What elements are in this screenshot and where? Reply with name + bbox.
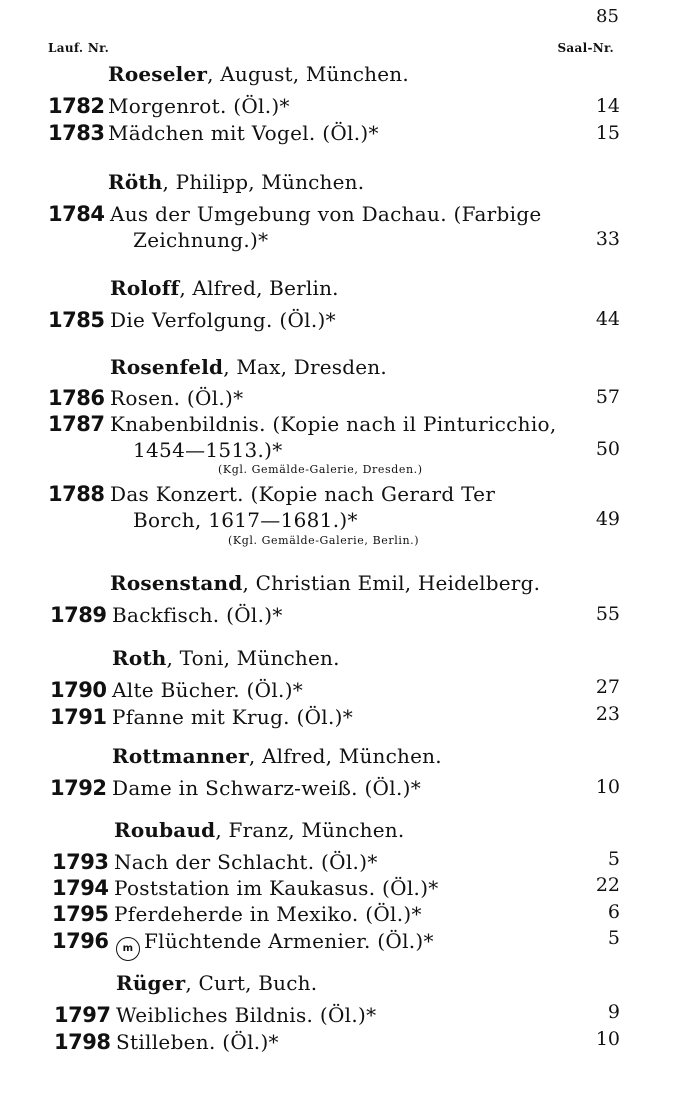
artist-details: , Toni, München. <box>166 646 340 670</box>
entry-saal: 6 <box>607 901 620 923</box>
artist-name: Röth <box>108 170 163 194</box>
entry-title: Rosen. (Öl.)* <box>110 386 244 410</box>
entry-number: 1788 <box>48 482 105 506</box>
entry-title: Alte Bücher. (Öl.)* <box>112 678 304 702</box>
entry-number: 1789 <box>50 603 107 627</box>
entry-number: 1795 <box>52 902 109 926</box>
artist-name: Rüger <box>116 971 186 995</box>
artist-heading <box>110 571 540 595</box>
entry-number: 1784 <box>48 202 105 226</box>
artist-details: , Christian Emil, Heidelberg. <box>242 571 541 595</box>
entry-saal: 27 <box>595 676 620 698</box>
entry-number: 1798 <box>54 1030 111 1054</box>
entry-title: Nach der Schlacht. (Öl.)* <box>114 850 378 874</box>
entry-title: Morgenrot. (Öl.)* <box>108 94 290 118</box>
artist-name: Roloff <box>110 276 180 300</box>
entry-number: 1790 <box>50 678 107 702</box>
entry-saal: 57 <box>595 386 620 408</box>
entry-saal: 10 <box>595 1028 620 1050</box>
entry-saal: 15 <box>595 122 620 144</box>
medal-badge-icon: m <box>116 937 140 961</box>
artist-name: Rottmanner <box>112 744 249 768</box>
entry-saal: 10 <box>595 776 620 798</box>
entry-title: Flüchtende Armenier. (Öl.)* <box>144 929 434 953</box>
entry-number: 1786 <box>48 386 105 410</box>
artist-name: Rosenfeld <box>110 355 224 379</box>
entry-number: 1793 <box>52 850 109 874</box>
artist-heading <box>112 744 442 768</box>
entry-title-with-badge <box>116 929 434 961</box>
artist-heading <box>108 62 409 86</box>
entry-saal: 14 <box>595 95 620 117</box>
entry-number: 1797 <box>54 1003 111 1027</box>
artist-heading <box>116 971 317 995</box>
entry-number: 1785 <box>48 308 105 332</box>
entry-title-continuation: 1454—1513.)* <box>133 438 283 462</box>
artist-details: , Alfred, Berlin. <box>179 276 339 300</box>
entry-saal: 5 <box>607 927 620 949</box>
entry-title: Stilleben. (Öl.)* <box>116 1030 279 1054</box>
entry-number: 1792 <box>50 776 107 800</box>
entry-number: 1787 <box>48 412 105 436</box>
artist-name: Rosenstand <box>110 571 243 595</box>
entry-title-continuation: Zeichnung.)* <box>133 228 269 252</box>
artist-name: Roubaud <box>114 818 216 842</box>
entry-saal: 9 <box>607 1001 620 1023</box>
entry-saal: 49 <box>595 508 620 530</box>
entry-title: Poststation im Kaukasus. (Öl.)* <box>114 876 439 900</box>
entry-saal: 23 <box>595 703 620 725</box>
artist-details: , Curt, Buch. <box>185 971 318 995</box>
artist-name: Roth <box>112 646 167 670</box>
artist-details: , Philipp, München. <box>162 170 365 194</box>
artist-details: , Max, Dresden. <box>223 355 387 379</box>
entry-title: Knabenbildnis. (Kopie nach il Pinturicchio, <box>110 412 557 436</box>
artist-heading <box>114 818 404 842</box>
entry-title: Die Verfolgung. (Öl.)* <box>110 308 336 332</box>
entry-number: 1782 <box>48 94 105 118</box>
entry-saal: 22 <box>595 874 620 896</box>
header-saal-nr: Saal-Nr. <box>557 41 614 55</box>
artist-heading <box>110 355 387 379</box>
artist-name: Roeseler <box>108 62 208 86</box>
entry-title: Das Konzert. (Kopie nach Gerard Ter <box>110 482 496 506</box>
entry-title: Mädchen mit Vogel. (Öl.)* <box>108 121 379 145</box>
entry-title: Backfisch. (Öl.)* <box>112 603 283 627</box>
entry-number: 1796 <box>52 929 109 953</box>
artist-details: , Franz, München. <box>215 818 405 842</box>
artist-heading <box>112 646 340 670</box>
header-lauf-nr: Lauf. Nr. <box>48 41 110 55</box>
entry-title: Weibliches Bildnis. (Öl.)* <box>116 1003 377 1027</box>
entry-title-continuation: Borch, 1617—1681.)* <box>133 508 358 532</box>
entry-saal: 33 <box>595 228 620 250</box>
entry-title: Pfanne mit Krug. (Öl.)* <box>112 705 354 729</box>
entry-number: 1783 <box>48 121 105 145</box>
entry-title: Dame in Schwarz-weiß. (Öl.)* <box>112 776 422 800</box>
entry-saal: 50 <box>595 438 620 460</box>
entry-collection-note: (Kgl. Gemälde-Galerie, Dresden.) <box>218 463 423 476</box>
artist-details: , August, München. <box>207 62 409 86</box>
entry-number: 1791 <box>50 705 107 729</box>
artist-heading <box>110 276 339 300</box>
entry-collection-note: (Kgl. Gemälde-Galerie, Berlin.) <box>228 534 420 547</box>
entry-saal: 5 <box>607 848 620 870</box>
entry-title: Pferdeherde in Mexiko. (Öl.)* <box>114 902 422 926</box>
entry-title: Aus der Umgebung von Dachau. (Farbige <box>110 202 542 226</box>
entry-number: 1794 <box>52 876 109 900</box>
entry-saal: 55 <box>595 603 620 625</box>
page-number: 85 <box>596 6 619 27</box>
artist-details: , Alfred, München. <box>248 744 442 768</box>
entry-saal: 44 <box>595 308 620 330</box>
artist-heading <box>108 170 364 194</box>
